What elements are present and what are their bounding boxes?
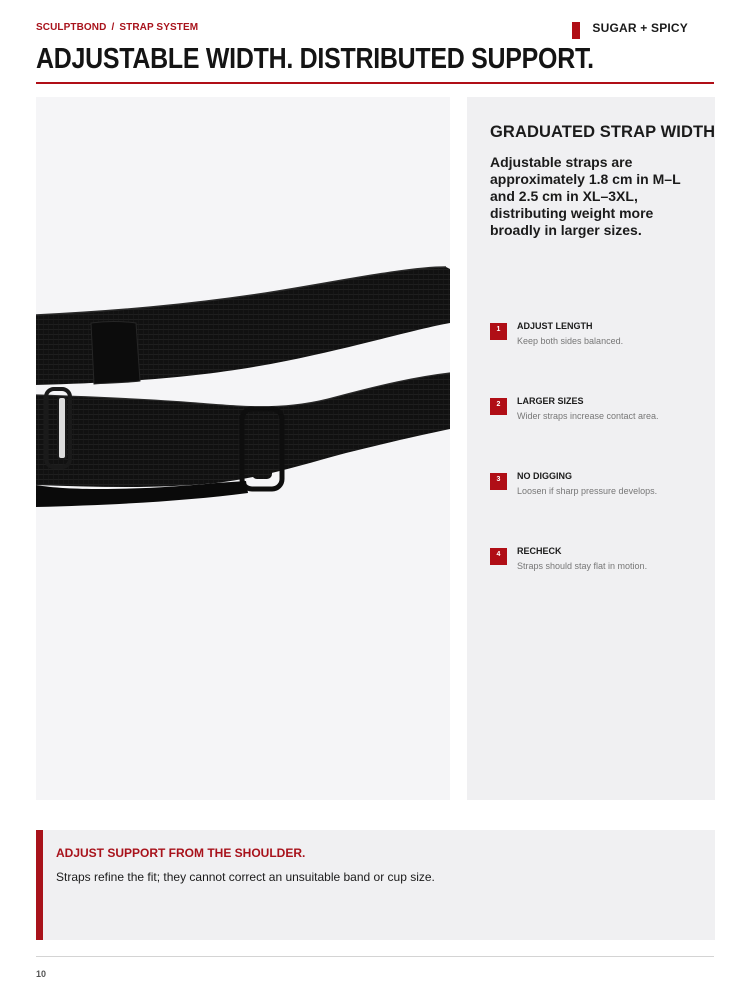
callout-accent-bar: [36, 830, 43, 940]
panel-body: Adjustable straps are approximately 1.8 cm in M–L and 2.5 cm in XL–3XL, distributing weight more broadly in larger sizes.: [490, 154, 681, 238]
brand-mark-icon: [572, 22, 580, 39]
step-description: Wider straps increase contact area.: [517, 411, 659, 421]
step-description: Straps should stay flat in motion.: [517, 561, 648, 571]
step-number-badge: 4: [490, 548, 507, 565]
step-item: [490, 473, 710, 513]
callout-title: ADJUST SUPPORT FROM THE SHOULDER.: [56, 846, 306, 860]
breadcrumb-item-product[interactable]: SCULPTBOND: [36, 22, 107, 33]
step-title: LARGER SIZES: [517, 396, 584, 406]
breadcrumb-item-section[interactable]: STRAP SYSTEM: [119, 22, 199, 33]
step-title: RECHECK: [517, 546, 562, 556]
title-divider: [36, 82, 714, 84]
info-panel: [467, 97, 715, 800]
panel-heading: GRADUATED STRAP WIDTH: [490, 123, 716, 141]
step-item: [490, 548, 710, 588]
step-title: NO DIGGING: [517, 471, 573, 481]
page-title: ADJUSTABLE WIDTH. DISTRIBUTED SUPPORT.: [36, 43, 594, 75]
callout-text: Straps refine the fit; they cannot correct an unsuitable band or cup size.: [56, 870, 435, 884]
callout-box: [36, 830, 715, 940]
strap-illustration: [36, 97, 450, 800]
step-number-badge: 1: [490, 323, 507, 340]
brand: [592, 21, 688, 35]
step-number-badge: 2: [490, 398, 507, 415]
step-description: Keep both sides balanced.: [517, 336, 624, 346]
breadcrumb: [36, 22, 198, 33]
step-description: Loosen if sharp pressure develops.: [517, 486, 658, 496]
page-number: 10: [36, 969, 47, 979]
step-number-badge: 3: [490, 473, 507, 490]
breadcrumb-separator: /: [111, 22, 115, 33]
step-item: [490, 323, 710, 363]
product-photo: [36, 97, 450, 800]
footer-divider: [36, 956, 714, 957]
step-item: [490, 398, 710, 438]
step-title: ADJUST LENGTH: [517, 321, 593, 331]
brand-name: SUGAR + SPICY: [592, 21, 688, 35]
